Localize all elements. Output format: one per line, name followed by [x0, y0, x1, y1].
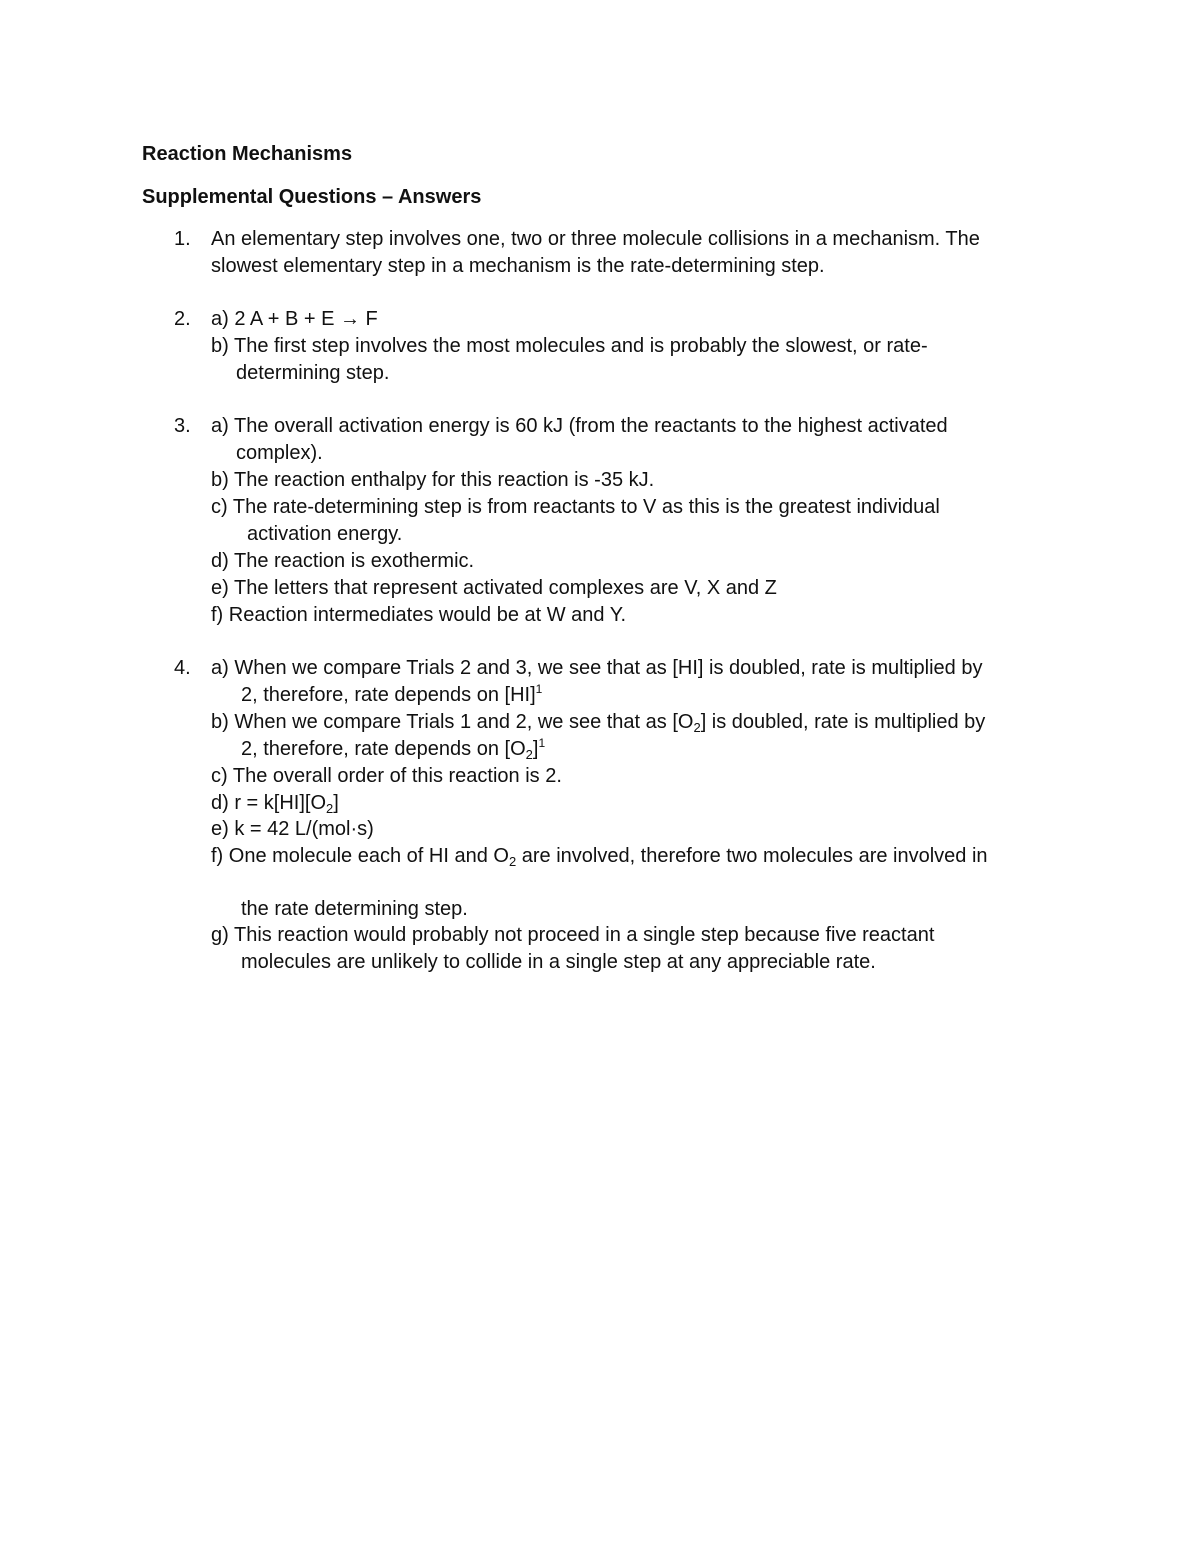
answer-4f-text-cont: are involved, therefore two molecules are involved in	[516, 845, 988, 867]
answer-3b: b) The reaction enthalpy for this reaction is -35 kJ.	[211, 469, 655, 491]
answer-4a-text: 2, therefore, rate depends on [HI]	[241, 684, 536, 706]
answer-3d: d) The reaction is exothermic.	[211, 550, 475, 572]
exponent: 1	[538, 736, 546, 750]
answer-2a: a) 2 A + B + E → F	[211, 308, 378, 330]
answer-2b-line-1: b) The first step involves the most molecules and is probably the slowest, or rate-	[211, 335, 928, 357]
answer-4d	[211, 790, 339, 816]
answer-4a-line-2	[241, 682, 542, 708]
answer-4g-line-2: molecules are unlikely to collide in a single step at any appreciable rate.	[241, 951, 876, 973]
answer-4f-line-2: the rate determining step.	[241, 898, 468, 920]
answer-4f-text: f) One molecule each of HI and O	[211, 845, 509, 867]
answer-4b-line-1	[211, 709, 985, 735]
rate-law-text-cont: ]	[333, 792, 339, 814]
answer-4b-line-2	[241, 736, 545, 762]
rate-law-text: d) r = k[HI][O	[211, 792, 327, 814]
answer-3f: f) Reaction intermediates would be at W and Y.	[211, 604, 627, 626]
subscript: 2	[693, 720, 701, 735]
answer-3c-line-2: activation energy.	[247, 523, 403, 545]
answer-4b-text-cont: ]	[532, 738, 539, 760]
answer-4a-line-1: a) When we compare Trials 2 and 3, we see that as [HI] is doubled, rate is multiplied by	[211, 657, 983, 679]
answer-3a-line-2: complex).	[236, 442, 323, 464]
answer-3e: e) The letters that represent activated complexes are V, X and Z	[211, 577, 777, 599]
answer-4b-text: b) When we compare Trials 1 and 2, we see that as [O	[211, 711, 694, 733]
answer-4f-line-1	[211, 843, 988, 869]
answer-1-line-2: slowest elementary step in a mechanism is the rate-determining step.	[211, 255, 825, 277]
page-title: Reaction Mechanisms	[142, 143, 353, 165]
answer-4c: c) The overall order of this reaction is 2.	[211, 765, 562, 787]
answer-4b-text-cont: ] is doubled, rate is multiplied by	[700, 711, 986, 733]
answer-number: 2.	[174, 308, 191, 330]
answer-number: 4.	[174, 657, 191, 679]
answer-number: 3.	[174, 415, 191, 437]
answer-3c-line-1: c) The rate-determining step is from reactants to V as this is the greatest individual	[211, 496, 940, 518]
exponent: 1	[535, 682, 543, 696]
page-subtitle: Supplemental Questions – Answers	[142, 186, 482, 208]
answer-2b-line-2: determining step.	[236, 362, 390, 384]
answer-3a-line-1: a) The overall activation energy is 60 kJ (from the reactants to the highest activated	[211, 415, 948, 437]
subscript: 2	[326, 801, 334, 816]
subscript: 2	[508, 854, 517, 869]
subscript: 2	[525, 747, 533, 762]
answer-number: 1.	[174, 228, 191, 250]
answer-4g-line-1: g) This reaction would probably not proceed in a single step because five reactant	[211, 924, 935, 946]
answer-4e: e) k = 42 L/(mol·s)	[211, 818, 374, 840]
answer-1-line-1: An elementary step involves one, two or three molecule collisions in a mechanism. The	[211, 228, 980, 250]
answer-4b-text: 2, therefore, rate depends on [O	[241, 738, 526, 760]
